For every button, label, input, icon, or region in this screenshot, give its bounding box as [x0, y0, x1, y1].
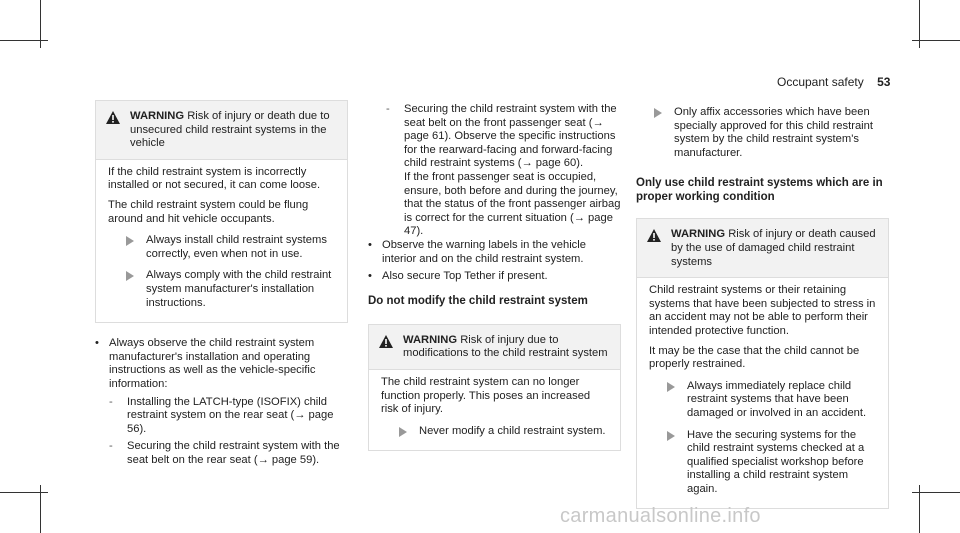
arrow-right-icon: [126, 236, 134, 246]
watermark: carmanualsonline.info: [560, 505, 761, 527]
bullet-icon: •: [95, 337, 99, 350]
warning-label: WARNING: [671, 228, 726, 241]
instruction-step: [399, 425, 610, 439]
sub-item: - Installing the LATCH-type (ISOFIX) child restraint system on the rear seat (→ page 56).: [109, 396, 348, 437]
instruction-step: [126, 269, 337, 310]
warning-body: [96, 159, 347, 322]
section-heading: Only use child restraint systems which are in proper working condition: [636, 177, 883, 204]
page-number: 53: [877, 75, 891, 89]
warning-triangle-icon: [647, 229, 661, 242]
sub-item: - Securing the child restraint system with the seat belt on the rear seat (→ page 59).: [109, 440, 348, 467]
warning-header: [637, 219, 888, 277]
warning-box: [368, 324, 621, 452]
warning-title: Risk of injury or death due to unsecured child restraint systems in the vehicle: [130, 110, 330, 150]
step-text: Always install child restraint systems correctly, even when not in use.: [146, 234, 327, 260]
step-text: Only affix accessories which have been specially approved for this child restraint system by the child restraint system's manufacturer.: [674, 106, 873, 159]
warning-label: WARNING: [403, 333, 458, 346]
sub-text: Installing the LATCH-type (ISOFIX) child restraint system on the rear seat (→ page 56).: [127, 395, 334, 435]
warning-triangle-icon: [106, 111, 120, 124]
warning-label: WARNING: [130, 110, 185, 122]
instruction-step: [667, 429, 878, 497]
warning-text: The child restraint system can no longer function properly. This poses an increased risk of injury.: [381, 375, 591, 416]
warning-body: [369, 369, 620, 450]
step-text: Always immediately replace child restraint systems that have been damaged or involved in an accident.: [687, 379, 867, 419]
arrow-right-icon: [399, 427, 407, 437]
warning-box: [95, 100, 348, 323]
section-heading: Do not modify the child restraint system: [368, 294, 588, 307]
crop-mark: [912, 492, 960, 493]
section-title: Occupant safety: [777, 75, 864, 89]
instruction-step: [126, 234, 337, 261]
warning-title: Risk of injury due to modifications to the child restraint system: [403, 333, 608, 360]
bullet-item: [95, 337, 348, 471]
instruction-step: [667, 380, 878, 421]
arrow-right-icon: [126, 271, 134, 281]
step-text: Have the securing systems for the child restraint systems checked at a qualified specialist workshop before installing a child restraint system again.: [687, 428, 865, 495]
crop-mark: [0, 40, 48, 41]
bullet-item: • Also secure Top Tether if present.: [368, 270, 548, 283]
sub-text: Securing the child restraint system with the seat belt on the rear seat (→ page 59).: [127, 440, 340, 466]
crop-mark: [0, 492, 48, 493]
column-3: [636, 100, 889, 509]
step-text: Never modify a child restraint system.: [419, 424, 606, 437]
warning-text: It may be the case that the child cannot be properly restrained.: [649, 344, 860, 371]
warning-body: [637, 277, 888, 508]
warning-triangle-icon: [379, 335, 393, 348]
column-2: [368, 103, 621, 451]
warning-box: [636, 218, 889, 509]
bullet-text: Also secure Top Tether if present.: [382, 270, 548, 283]
column-1: [95, 100, 348, 475]
arrow-right-icon: [654, 108, 662, 118]
warning-text: Child restraint systems or their retaining systems that have been subjected to stress in an accident may not be able to perform their intended protective function.: [649, 284, 876, 337]
warning-title: Risk of injury or death caused by the use of damaged child restraint systems: [671, 228, 876, 268]
step-text: Always comply with the child restraint system manufacturer's installation instructions.: [146, 269, 332, 309]
sub-item: - Securing the child restraint system with the seat belt on the front passenger seat (→ page 61). Observe the specific instructions for the rearward-facing and forward-facing child restraint systems (→ page 60). If the front passenger seat is occupied, ensure, both before and during the journey, that the status of the front passenger airbag is correct for the current situation (→ page 47).: [386, 103, 621, 238]
instruction-step: [654, 106, 889, 160]
warning-text: The child restraint system could be flung around and hit vehicle occupants.: [108, 198, 309, 225]
arrow-right-icon: [667, 431, 675, 441]
warning-text: If the child restraint system is incorrectly installed or not secured, it can come loose.: [108, 165, 321, 192]
warning-header: [369, 325, 620, 369]
sub-text: If the front passenger seat is occupied, ensure, both before and during the journey, that the status of the front passenger airbag is correct for the current situation (→ page 47).: [404, 170, 621, 238]
bullet-text: Observe the warning labels in the vehicle interior and on the child restraint system.: [382, 238, 586, 265]
crop-mark: [912, 40, 960, 41]
sub-text: Securing the child restraint system with the seat belt on the front passenger seat (→ page 61). Observe the specific instructions for the rearward-facing and forward-facing child restraint systems (→ page 60).: [404, 103, 617, 170]
arrow-right-icon: [667, 382, 675, 392]
bullet-item: • Observe the warning labels in the vehicle interior and on the child restraint system.: [368, 239, 621, 266]
warning-header: [96, 101, 347, 159]
bullet-text: Always observe the child restraint system manufacturer's installation and operating instructions as well as the vehicle-specific information:: [109, 337, 316, 390]
running-header: [777, 75, 890, 89]
